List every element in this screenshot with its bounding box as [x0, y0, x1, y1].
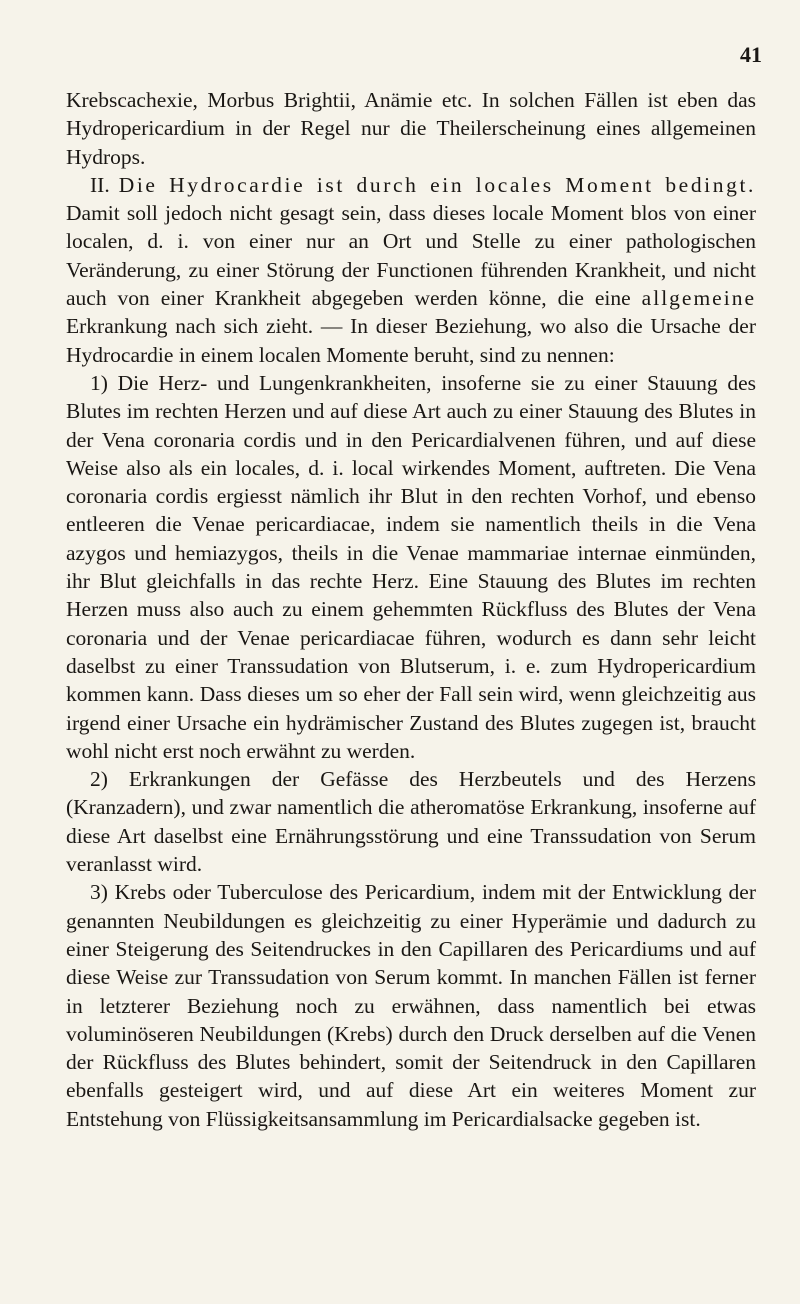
body-text — [66, 86, 756, 1133]
paragraph-intro: Krebscachexie, Morbus Brightii, Anämie etc. In solchen Fällen ist eben das Hydropericardium in der Regel nur die Theilerscheinung eines allgemeinen Hydrops. — [66, 88, 756, 169]
section-body-b: Erkrankung nach sich zieht. — In dieser Beziehung, wo also die Ursache der Hydrocardie in einem localen Momente beruht, sind zu nennen: — [66, 314, 756, 367]
paragraph-item-2: 2) Erkrankungen der Gefässe des Herzbeutels und des Herzens (Kranzadern), und zwar namentlich die atheromatöse Erkrankung, insoferne auf diese Art daselbst eine Ernährungsstörung und eine Transsudation von Serum veranlasst wird. — [66, 767, 756, 877]
page-number: 41 — [740, 42, 762, 67]
section-numeral: II. — [90, 172, 110, 197]
section-heading: Die Hydrocardie ist durch ein locales Moment bedingt. — [118, 172, 756, 197]
paragraph-item-3: 3) Krebs oder Tuberculose des Pericardium, indem mit der Entwicklung der genannten Neubildungen es gleichzeitig zu einer Hyperämie und dadurch zu einer Steigerung des Seitendruckes in den Capillaren des Pericardiums und auf diese Weise zur Transsudation von Serum kommt. In manchen Fällen ist ferner in letzterer Beziehung noch zu erwähnen, dass namentlich bei etwas voluminöseren Neubildungen (Krebs) durch den Druck derselben auf die Venen der Rückfluss des Blutes behindert, somit der Seitendruck in den Capillaren ebenfalls gesteigert wird, und auf diese Art ein weiteres Moment zur Entstehung von Flüssigkeitsansammlung im Pericardialsacke gegeben ist. — [66, 880, 756, 1131]
paragraph-item-1: 1) Die Herz- und Lungenkrankheiten, insoferne sie zu einer Stauung des Blutes im rechten Herzen und auf diese Art auch zu einer Stauung des Blutes in der Vena coronaria cordis und in den Pericardialvenen führen, und auf diese Weise also als ein locales, d. i. local wirkendes Moment, auftreten. Die Vena coronaria cordis ergiesst nämlich ihr Blut in den rechten Vorhof, und ebenso entleeren die Venae pericardiacae, indem sie namentlich theils in die Vena azygos und hemiazygos, theils in die Venae mammariae internae einmünden, ihr Blut gleichfalls in das rechte Herz. Eine Stauung des Blutes im rechten Herzen muss also auch zu einem gehemmten Rückfluss des Blutes der Vena coronaria und der Venae pericardiacae führen, wodurch es dann sehr leicht daselbst zu einer Transsudation von Blutserum, i. e. zum Hydropericardium kommen kann. Dass dieses um so eher der Fall sein wird, wenn gleichzeitig aus irgend einer Ursache ein hydrämischer Zustand des Blutes zugegen ist, braucht wohl nicht erst noch erwähnt zu werden. — [66, 370, 756, 763]
emphasized-word: allgemeine — [641, 286, 756, 311]
paragraph-section-ii — [66, 171, 756, 369]
section-body-a: Damit soll jedoch nicht gesagt sein, dass dieses locale Moment blos von einer localen, d. i. von einer nur an Ort und Stelle zu einer pathologischen Veränderung, zu einer Störung der Functionen führenden Krankheit, und nicht auch von einer Krankheit abgegeben werden könne, die eine — [66, 201, 756, 311]
